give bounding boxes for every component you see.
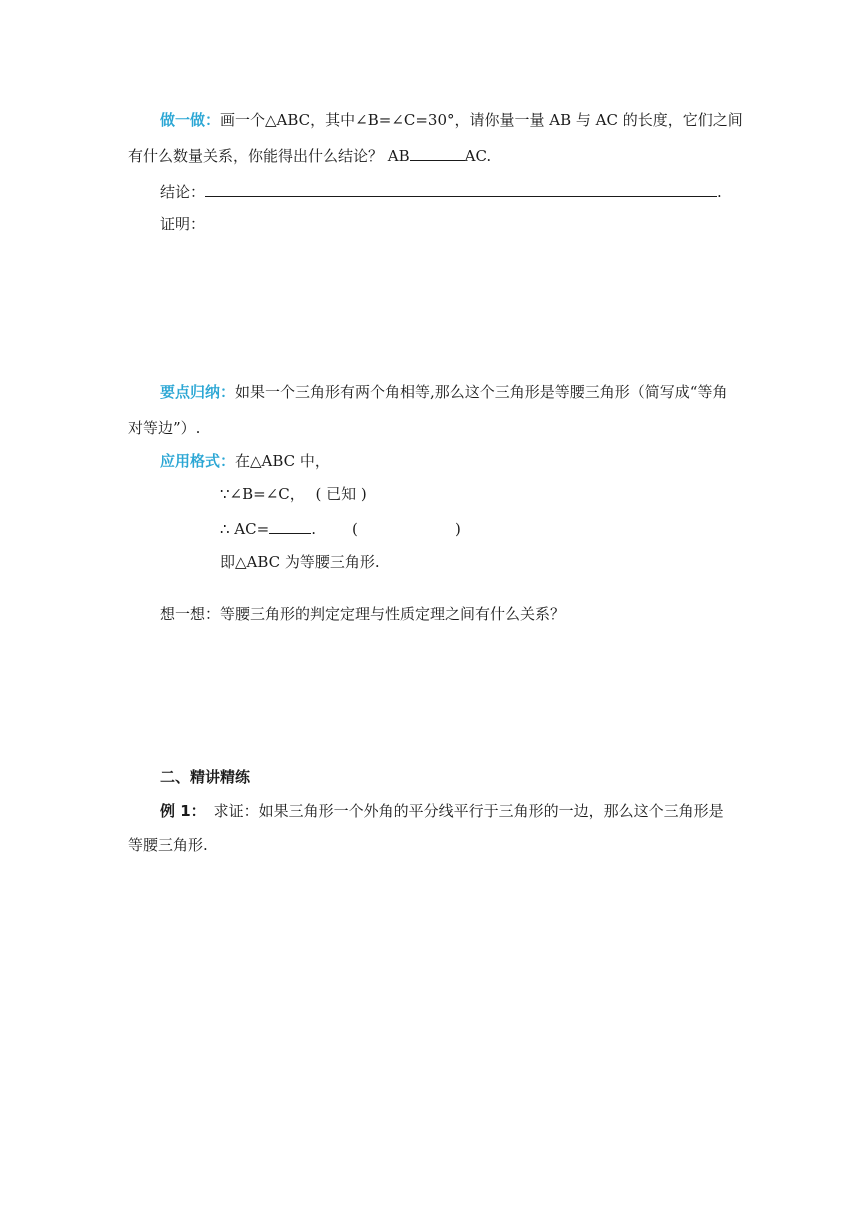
format-given-line: [220, 484, 367, 504]
reason-open: (: [352, 520, 358, 538]
format-conclusion: 即△ABC 为等腰三角形.: [220, 553, 380, 571]
format-therefore-line: [220, 519, 316, 539]
summary-text-1: 如果一个三角形有两个角相等,那么这个三角形是等腰三角形（简写成“等角: [235, 383, 728, 401]
therefore-statement: ∴ AC=: [220, 520, 270, 538]
activity-label: 做一做：: [160, 111, 221, 129]
ac-blank: [269, 519, 311, 534]
conclusion-blank: [205, 182, 717, 197]
activity-text-1: 画一个△ABC，其中∠B=∠C=30°，请你量一量 AB 与 AC 的长度，它们之间: [220, 111, 743, 129]
summary-label: 要点归纳：: [160, 383, 236, 401]
activity-text-2-end: AC.: [464, 147, 492, 165]
ab-ac-blank: [410, 146, 465, 161]
activity-line-2: [128, 146, 491, 166]
reason-close: ): [455, 520, 461, 538]
summary-line-2: 对等边”）.: [128, 419, 201, 437]
given-statement: ∵∠B=∠C，: [220, 485, 305, 503]
activity-line-1: [160, 110, 743, 130]
format-intro: 在△ABC 中，: [235, 452, 330, 470]
proof-label: 证明：: [160, 215, 206, 233]
example-text-1: 求证：如果三角形一个外角的平分线平行于三角形的一边，那么这个三角形是: [213, 802, 724, 820]
activity-text-2: 有什么数量关系，你能得出什么结论？ AB: [128, 147, 410, 165]
format-line-1: [160, 451, 330, 471]
think-line: 想一想：等腰三角形的判定定理与性质定理之间有什么关系？: [160, 605, 566, 623]
summary-line-1: [160, 382, 727, 402]
example-line-2: 等腰三角形.: [128, 836, 208, 854]
part2-heading: 二、精讲精练: [160, 768, 251, 786]
conclusion-label: 结论：: [160, 183, 206, 201]
conclusion-end: .: [717, 183, 722, 201]
given-reason: ( 已知 ): [315, 485, 367, 503]
conclusion-line: [160, 182, 722, 202]
format-label: 应用格式：: [160, 452, 236, 470]
example-line-1: [160, 801, 724, 821]
therefore-end: .: [311, 520, 316, 538]
example-label: 例 1：: [160, 802, 206, 820]
